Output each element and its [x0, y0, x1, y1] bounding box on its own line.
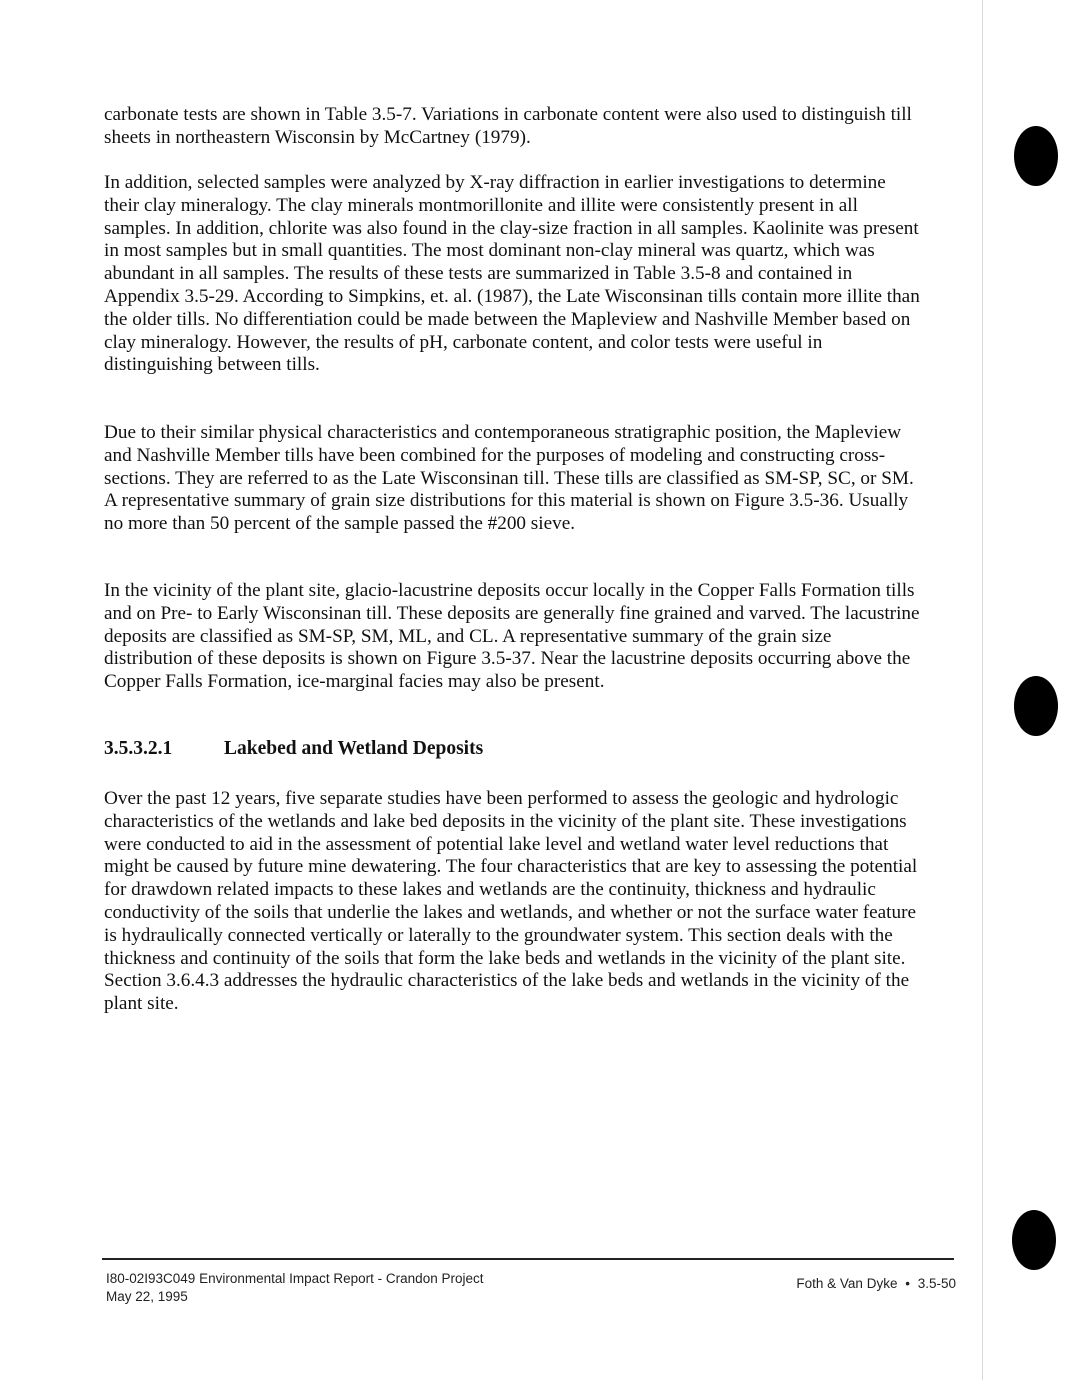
section-heading	[104, 738, 924, 760]
footer-left	[106, 1270, 483, 1306]
footer-doc-id: I80-02I93C049	[106, 1271, 196, 1286]
binder-hole-middle	[1014, 676, 1058, 736]
footer-company: Foth & Van Dyke	[796, 1276, 898, 1291]
binder-hole-bottom	[1012, 1210, 1056, 1270]
paragraph-glacio-lacustrine: In the vicinity of the plant site, glacio-lacustrine deposits occur locally in the Copper Falls Formation tills and on Pre- to Early Wisconsinan till. These deposits are generally fine grained and varved. The lacustrine deposits are classified as SM-SP, SM, ML, and CL. A representative summary of the grain size distribution of these deposits is shown on Figure 3.5-37. Near the lacustrine deposits occurring above the Copper Falls Formation, ice-marginal facies may also be present.	[104, 580, 920, 693]
footer-right	[796, 1276, 956, 1291]
paragraph-late-wisconsinan-till: Due to their similar physical characteristics and contemporaneous stratigraphic position, the Mapleview and Nashville Member tills have been combined for the purposes of modeling and constructing cross-sections. They are referred to as the Late Wisconsinan till. These tills are classified as SM-SP, SC, or SM. A representative summary of grain size distributions for this material is shown on Figure 3.5-36. Usually no more than 50 percent of the sample passed the #200 sieve.	[104, 422, 914, 535]
footer-bullet: •	[905, 1276, 910, 1291]
section-number: 3.5.3.2.1	[104, 738, 173, 759]
paragraph-carbonate-tests: carbonate tests are shown in Table 3.5-7. Variations in carbonate content were also used to distinguish till sheets in northeastern Wisconsin by McCartney (1979).	[104, 104, 912, 148]
footer-doc-line	[106, 1270, 483, 1288]
page-edge-line	[982, 0, 983, 1380]
section-title: Lakebed and Wetland Deposits	[224, 738, 484, 759]
paragraph-lakebed-wetland-studies: Over the past 12 years, five separate studies have been performed to assess the geologic and hydrologic characteristics of the wetlands and lake bed deposits in the vicinity of the plant site. These investigations were conducted to aid in the assessment of potential lake level and wetland water level reductions that might be caused by future mine dewatering. The four characteristics that are key to assessing the potential for drawdown related impacts to these lakes and wetlands are the continuity, thickness and hydraulic conductivity of the soils that underlie the lakes and wetlands, and whether or not the surface water feature is hydraulically connected vertically or laterally to the groundwater system. This section deals with the thickness and continuity of the soils that form the lake beds and wetlands in the vicinity of the plant site. Section 3.6.4.3 addresses the hydraulic characteristics of the lake beds and wetlands in the vicinity of the plant site.	[104, 788, 918, 1015]
paragraph-clay-mineralogy: In addition, selected samples were analyzed by X-ray diffraction in earlier investigations to determine their clay mineralogy. The clay minerals montmorillonite and illite were consistently present in all samples. In addition, chlorite was also found in the clay-size fraction in all samples. Kaolinite was present in most samples but in small quantities. The most dominant non-clay mineral was quartz, which was abundant in all samples. The results of these tests are summarized in Table 3.5-8 and contained in Appendix 3.5-29. According to Simpkins, et. al. (1987), the Late Wisconsinan tills contain more illite than the older tills. No differentiation could be made between the Mapleview and Nashville Member based on clay mineralogy. However, the results of pH, carbonate content, and color tests were useful in distinguishing between tills.	[104, 172, 920, 376]
binder-hole-top	[1014, 126, 1058, 186]
footer-rule	[102, 1258, 954, 1260]
footer-doc-title: Environmental Impact Report - Crandon Project	[199, 1271, 484, 1286]
footer-page-number: 3.5-50	[917, 1276, 956, 1291]
footer-date: May 22, 1995	[106, 1289, 188, 1304]
